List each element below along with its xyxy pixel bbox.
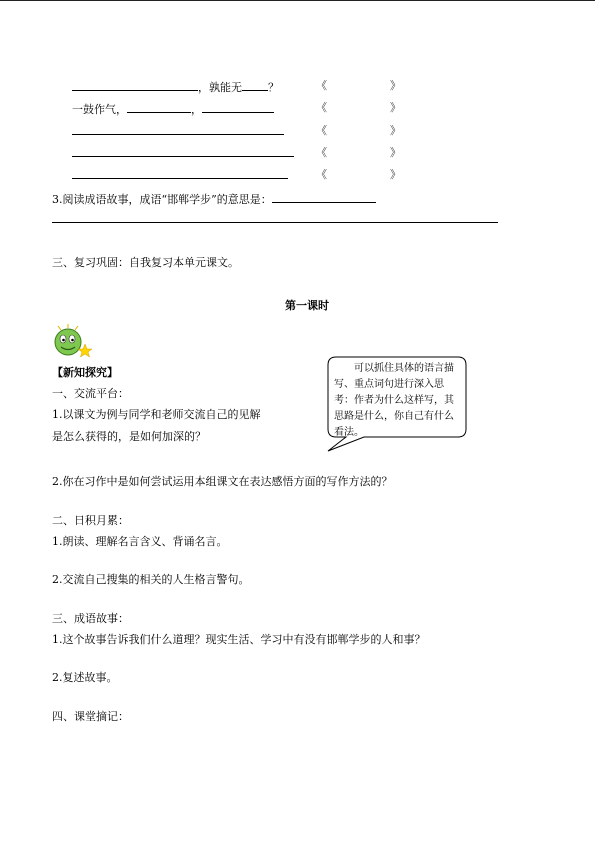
exchange-question-1-line-2: 是怎么获得的，是如何加深的？ [52, 430, 206, 443]
lesson-title: 第一课时 [285, 299, 329, 312]
book-title-close-mark: 》 [390, 101, 401, 114]
idiom-text: ？ [268, 81, 279, 94]
exchange-platform-heading: 一、交流平台： [52, 387, 129, 400]
exchange-question-2: 2.你在习作中是如何尝试运用本组课文在表达感悟方面的写作方法的？ [52, 475, 393, 488]
book-title-open-mark: 《 [316, 79, 327, 92]
book-title-open-mark: 《 [316, 124, 327, 137]
idiom-line-2 [72, 101, 274, 117]
idiom-text: ，孰能无 [198, 81, 242, 94]
idiom-text: 一鼓作气， [72, 103, 127, 116]
speech-bubble-text: 可以抓住具体的语言描写、重点词句进行深入思考：作者为什么这样写，其思路是什么，你自己有什么看法。 [334, 363, 454, 438]
idiom-line-1 [72, 79, 279, 95]
answer-blank-line-3[interactable] [72, 134, 284, 135]
book-title-close-mark: 》 [390, 168, 401, 181]
book-title-open-mark: 《 [316, 168, 327, 181]
new-knowledge-heading: 【新知探究】 [52, 366, 118, 379]
idiom-story-question-1: 1.这个故事告诉我们什么道理？现实生活、学习中有没有邯郸学步的人和事？ [52, 633, 426, 646]
class-notes-heading: 四、课堂摘记： [52, 710, 129, 723]
answer-blank-line-5[interactable] [72, 178, 288, 179]
answer-blank[interactable] [127, 101, 191, 113]
page-top-rule [0, 0, 595, 1]
answer-blank[interactable] [242, 79, 268, 91]
smiley-mascot-icon [52, 322, 92, 358]
answer-blank-line-4[interactable] [72, 156, 294, 157]
book-title-open-mark: 《 [316, 101, 327, 114]
idiom-story-question-2: 2.复述故事。 [52, 671, 118, 684]
book-title-close-mark: 》 [390, 124, 401, 137]
book-title-close-mark: 》 [390, 146, 401, 159]
answer-blank[interactable] [72, 79, 198, 91]
answer-blank[interactable] [202, 101, 274, 113]
exchange-question-1-line-1: 1.以课文为例与同学和老师交流自己的见解 [52, 408, 261, 421]
accumulation-item-1: 1.朗读、理解名言含义、背诵名言。 [52, 535, 228, 548]
book-title-close-mark: 》 [390, 79, 401, 92]
answer-blank[interactable] [272, 191, 376, 203]
review-section-heading: 三、复习巩固：自我复习本单元课文。 [52, 256, 239, 269]
daily-accumulation-heading: 二、日积月累： [52, 514, 129, 527]
answer-blank-line-q3[interactable] [52, 222, 498, 223]
question-3-text: 3.阅读成语故事，成语“邯郸学步”的意思是： [52, 193, 272, 206]
question-3 [52, 191, 376, 207]
accumulation-item-2: 2.交流自己搜集的相关的人生格言警句。 [52, 573, 250, 586]
book-title-open-mark: 《 [316, 146, 327, 159]
idiom-story-heading: 三、成语故事： [52, 612, 129, 625]
idiom-text: ， [191, 103, 202, 116]
